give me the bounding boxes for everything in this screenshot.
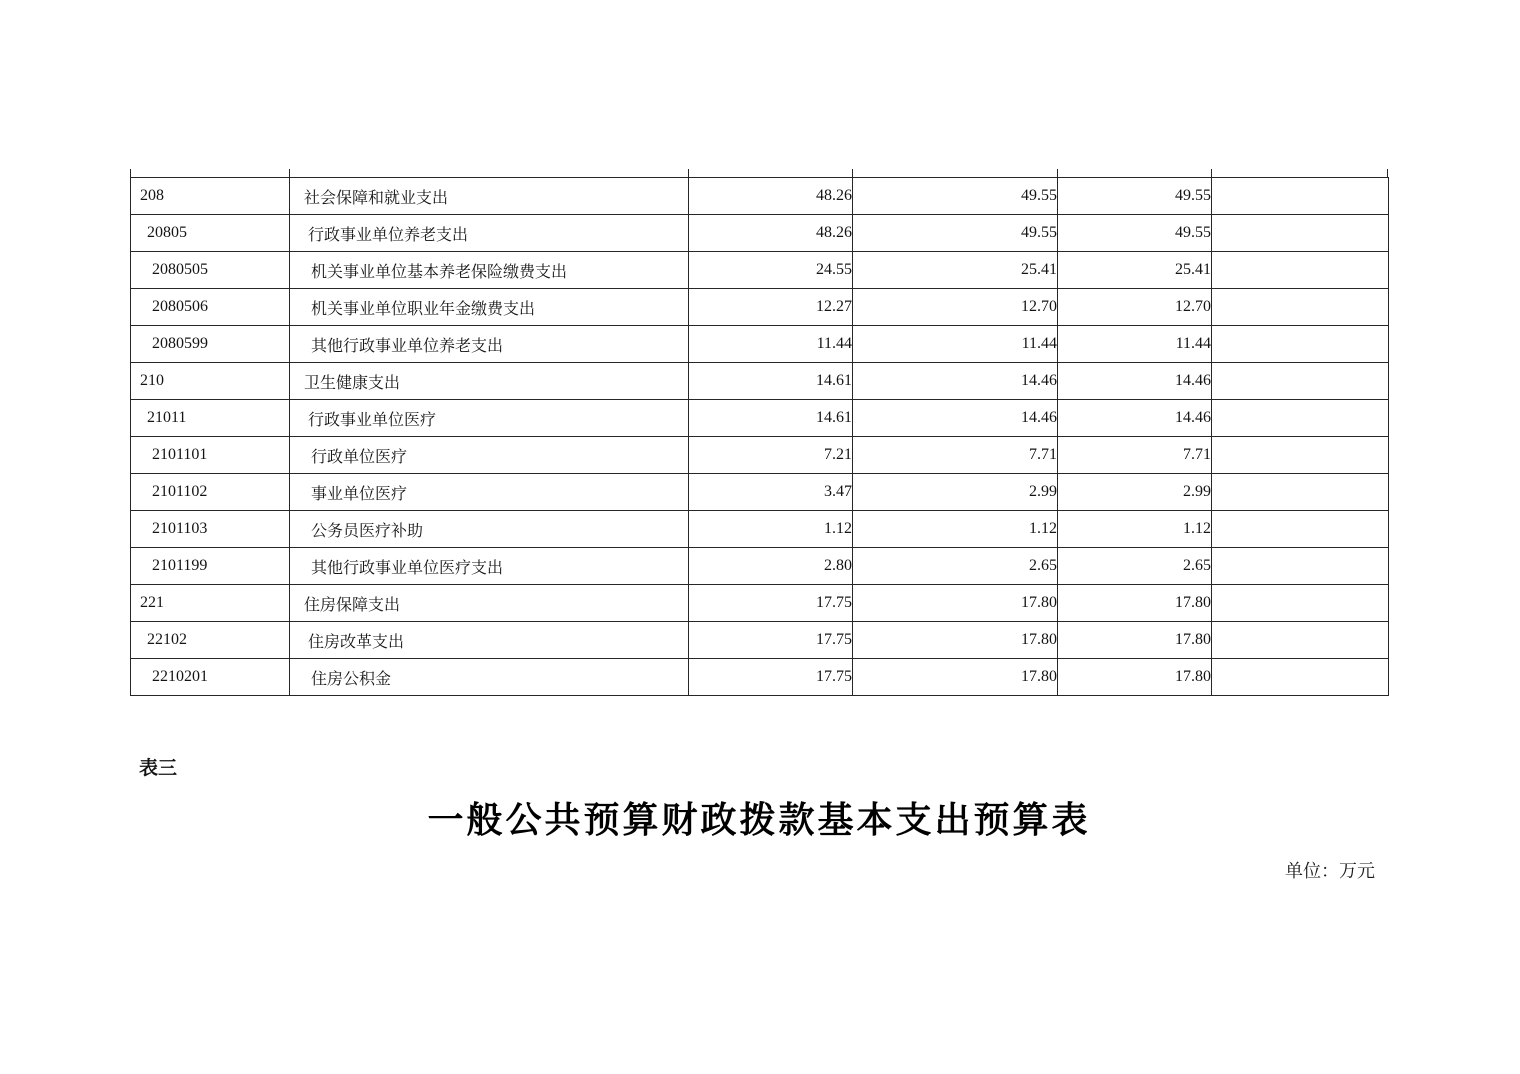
budget-table: [130, 177, 1389, 696]
row-blank-cell: [1212, 548, 1389, 585]
row-value: 12.27: [689, 289, 853, 326]
row-value: 11.44: [1058, 326, 1212, 363]
row-code: 2080506: [131, 289, 290, 326]
row-value: 14.61: [689, 400, 853, 437]
row-value: 14.46: [1058, 400, 1212, 437]
table-row: [131, 659, 1389, 696]
row-code: 2101199: [131, 548, 290, 585]
table-row: [131, 585, 1389, 622]
row-blank-cell: [1212, 622, 1389, 659]
row-value: 2.65: [1058, 548, 1212, 585]
row-name: 公务员医疗补助: [290, 511, 689, 548]
row-blank-cell: [1212, 363, 1389, 400]
row-value: 2.80: [689, 548, 853, 585]
column-border-stub: [130, 169, 131, 177]
table-row: [131, 178, 1389, 215]
row-value: 1.12: [689, 511, 853, 548]
row-value: 11.44: [689, 326, 853, 363]
row-code: 2101102: [131, 474, 290, 511]
row-value: 17.75: [689, 585, 853, 622]
row-value: 2.65: [853, 548, 1058, 585]
row-code: 221: [131, 585, 290, 622]
row-blank-cell: [1212, 326, 1389, 363]
row-value: 14.61: [689, 363, 853, 400]
row-value: 17.80: [1058, 622, 1212, 659]
row-name: 机关事业单位基本养老保险缴费支出: [290, 252, 689, 289]
row-value: 2.99: [853, 474, 1058, 511]
row-value: 12.70: [1058, 289, 1212, 326]
row-code: 22102: [131, 622, 290, 659]
row-blank-cell: [1212, 659, 1389, 696]
row-name: 社会保障和就业支出: [290, 178, 689, 215]
row-value: 1.12: [1058, 511, 1212, 548]
budget-table-continued: [130, 177, 1388, 696]
row-name: 其他行政事业单位医疗支出: [290, 548, 689, 585]
row-value: 49.55: [1058, 178, 1212, 215]
row-blank-cell: [1212, 289, 1389, 326]
row-value: 49.55: [1058, 215, 1212, 252]
table-row: [131, 622, 1389, 659]
row-value: 49.55: [853, 215, 1058, 252]
row-value: 25.41: [1058, 252, 1212, 289]
row-blank-cell: [1212, 474, 1389, 511]
column-border-stub: [852, 169, 853, 177]
row-value: 48.26: [689, 178, 853, 215]
page-title: 一般公共预算财政拨款基本支出预算表: [427, 800, 1091, 840]
row-value: 24.55: [689, 252, 853, 289]
row-value: 17.75: [689, 659, 853, 696]
row-name: 卫生健康支出: [290, 363, 689, 400]
column-border-stub: [289, 169, 290, 177]
table-row: [131, 289, 1389, 326]
row-value: 17.80: [1058, 659, 1212, 696]
row-code: 20805: [131, 215, 290, 252]
row-blank-cell: [1212, 585, 1389, 622]
table-row: [131, 326, 1389, 363]
row-name: 住房保障支出: [290, 585, 689, 622]
column-border-stub: [1057, 169, 1058, 177]
row-code: 2101103: [131, 511, 290, 548]
row-value: 17.80: [853, 659, 1058, 696]
table-row: [131, 215, 1389, 252]
row-value: 7.71: [1058, 437, 1212, 474]
row-value: 1.12: [853, 511, 1058, 548]
row-name: 住房改革支出: [290, 622, 689, 659]
row-value: 49.55: [853, 178, 1058, 215]
row-name: 机关事业单位职业年金缴费支出: [290, 289, 689, 326]
budget-table-body: [131, 178, 1389, 696]
row-value: 17.75: [689, 622, 853, 659]
row-blank-cell: [1212, 178, 1389, 215]
row-code: 208: [131, 178, 290, 215]
unit-note: 单位：万元: [1285, 861, 1375, 881]
column-border-stub: [688, 169, 689, 177]
row-value: 48.26: [689, 215, 853, 252]
row-value: 3.47: [689, 474, 853, 511]
row-value: 25.41: [853, 252, 1058, 289]
row-value: 17.80: [853, 622, 1058, 659]
row-blank-cell: [1212, 400, 1389, 437]
table-row: [131, 400, 1389, 437]
row-value: 17.80: [853, 585, 1058, 622]
row-blank-cell: [1212, 511, 1389, 548]
column-border-stub: [1211, 169, 1212, 177]
row-name: 其他行政事业单位养老支出: [290, 326, 689, 363]
row-value: 2.99: [1058, 474, 1212, 511]
row-name: 行政事业单位养老支出: [290, 215, 689, 252]
row-blank-cell: [1212, 252, 1389, 289]
section-label: 表三: [139, 758, 178, 779]
row-name: 住房公积金: [290, 659, 689, 696]
row-value: 14.46: [1058, 363, 1212, 400]
row-value: 14.46: [853, 363, 1058, 400]
row-code: 21011: [131, 400, 290, 437]
row-name: 行政单位医疗: [290, 437, 689, 474]
row-value: 7.71: [853, 437, 1058, 474]
row-name: 事业单位医疗: [290, 474, 689, 511]
row-value: 11.44: [853, 326, 1058, 363]
row-blank-cell: [1212, 437, 1389, 474]
row-code: 210: [131, 363, 290, 400]
column-border-stub: [1387, 169, 1388, 177]
row-code: 2080599: [131, 326, 290, 363]
table-row: [131, 474, 1389, 511]
row-value: 7.21: [689, 437, 853, 474]
row-value: 14.46: [853, 400, 1058, 437]
row-value: 17.80: [1058, 585, 1212, 622]
row-code: 2080505: [131, 252, 290, 289]
row-blank-cell: [1212, 215, 1389, 252]
row-name: 行政事业单位医疗: [290, 400, 689, 437]
row-value: 12.70: [853, 289, 1058, 326]
row-code: 2210201: [131, 659, 290, 696]
table-row: [131, 437, 1389, 474]
table-row: [131, 511, 1389, 548]
table-row: [131, 252, 1389, 289]
table-row: [131, 548, 1389, 585]
row-code: 2101101: [131, 437, 290, 474]
table-row: [131, 363, 1389, 400]
